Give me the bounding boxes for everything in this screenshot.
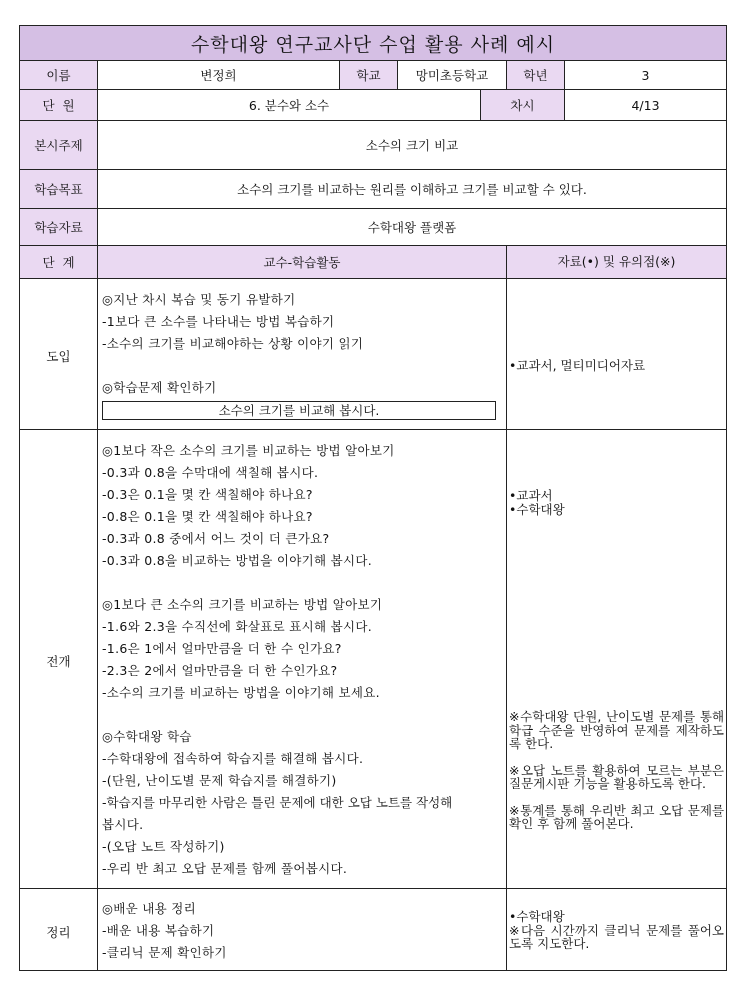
develop-line: -0.3은 0.1을 몇 칸 색칠해야 하나요? [102,487,313,502]
name-label: 이름 [20,61,98,90]
develop-line: -(단원, 난이도별 문제 학습지를 해결하기) [102,773,337,788]
notes-spacer [509,751,724,764]
wrap-stage: 정리 [20,889,98,971]
develop-stage: 전개 [20,430,98,889]
info-row [20,61,727,90]
intro-stage: 도입 [20,279,98,430]
wrap-activities [98,889,507,971]
develop-line: -학습지를 마무리한 사람은 틀린 문제에 대한 오답 노트를 작성해 [102,795,453,810]
develop-line: -2.3은 2에서 얼마만큼을 더 한 수인가요? [102,663,338,678]
wrap-note: •수학대왕 [509,909,565,925]
title-row [20,26,727,61]
school-label: 학교 [340,61,398,90]
notes-spacer [509,516,724,710]
grade-label: 학년 [507,61,565,90]
period-value: 4/13 [565,90,727,121]
school-value: 망미초등학교 [398,61,507,90]
develop-line: -(오답 노트 작성하기) [102,839,225,854]
grade-value: 3 [565,61,727,90]
develop-line: -0.3과 0.8을 비교하는 방법을 이야기해 봅시다. [102,553,373,568]
material-value: 수학대왕 플랫폼 [98,209,727,246]
activity-header: 교수-학습활동 [98,246,507,279]
develop-line: -소수의 크기를 비교하는 방법을 이야기해 보세요. [102,685,380,700]
develop-activities [98,430,507,889]
intro-note: •교과서, 멀티미디어자료 [509,358,646,374]
develop-line: -0.3과 0.8을 수막대에 색칠해 봅시다. [102,465,319,480]
stage-header: 단 계 [20,246,98,279]
notes-header: 자료(•) 및 유의점(※) [507,246,727,279]
develop-line: -0.8은 0.1을 몇 칸 색칠해야 하나요? [102,509,313,524]
develop-caution: ※오답 노트를 활용하여 모르는 부분은 질문게시판 기능을 활용하도록 한다. [509,762,725,792]
wrap-line: -클리닉 문제 확인하기 [102,944,227,960]
develop-line: -1.6와 2.3을 수직선에 화살표로 표시해 봅시다. [102,619,373,634]
learning-problem-box: 소수의 크기를 비교해 봅시다. [102,401,496,420]
develop-note: •교과서 [509,488,553,504]
wrap-row [20,889,727,971]
unit-value: 6. 분수와 소수 [98,90,481,121]
topic-value: 소수의 크기 비교 [98,121,727,170]
develop-line: -1.6은 1에서 얼마만큼을 더 한 수 인가요? [102,641,342,656]
goal-row [20,170,727,209]
develop-line: 봅시다. [102,817,144,832]
wrap-line: ◎배운 내용 정리 [102,900,197,916]
lesson-plan-table [19,25,727,971]
material-row [20,209,727,246]
blank-line [102,704,504,726]
notes-spacer [509,791,724,804]
develop-note: •수학대왕 [509,501,565,517]
topic-row [20,121,727,170]
develop-line: ◎수학대왕 학습 [102,729,192,744]
goal-value: 소수의 크기를 비교하는 원리를 이해하고 크기를 비교할 수 있다. [98,170,727,209]
unit-label: 단 원 [20,90,98,121]
develop-caution: ※수학대왕 단원, 난이도별 문제를 통해 학급 수준을 반영하여 문제를 제작하도록 한다. [509,709,725,752]
develop-caution: ※통계를 통해 우리반 최고 오답 문제를 확인 후 함께 풀어본다. [509,802,725,832]
develop-line: -0.3과 0.8 중에서 어느 것이 더 큰가요? [102,531,330,546]
develop-line: -우리 반 최고 오답 문제를 함께 풀어봅시다. [102,861,348,876]
develop-line: ◎1보다 작은 소수의 크기를 비교하는 방법 알아보기 [102,443,395,458]
unit-row [20,90,727,121]
intro-row [20,279,727,430]
period-label: 차시 [481,90,565,121]
intro-line: ◎지난 차시 복습 및 동기 유발하기 [102,291,296,307]
wrap-line: -배운 내용 복습하기 [102,922,215,938]
topic-label: 본시주제 [20,121,98,170]
intro-line: -소수의 크기를 비교해야하는 상황 이야기 읽기 [102,335,364,351]
develop-row [20,430,727,889]
name-value: 변정희 [98,61,340,90]
develop-notes [507,430,727,889]
material-label: 학습자료 [20,209,98,246]
wrap-note: ※다음 시간까지 클리닉 문제를 풀어오도록 지도한다. [509,922,725,952]
intro-line: -1보다 큰 소수를 나타내는 방법 복습하기 [102,313,335,329]
document-title: 수학대왕 연구교사단 수업 활용 사례 예시 [20,26,727,61]
intro-notes [507,279,727,430]
blank-line [102,355,504,377]
column-header-row [20,246,727,279]
intro-activities [98,279,507,430]
develop-line: ◎1보다 큰 소수의 크기를 비교하는 방법 알아보기 [102,597,383,612]
blank-line [102,572,504,594]
develop-line: -수학대왕에 접속하여 학습지를 해결해 봅시다. [102,751,364,766]
intro-line: ◎학습문제 확인하기 [102,379,217,395]
wrap-notes [507,889,727,971]
goal-label: 학습목표 [20,170,98,209]
